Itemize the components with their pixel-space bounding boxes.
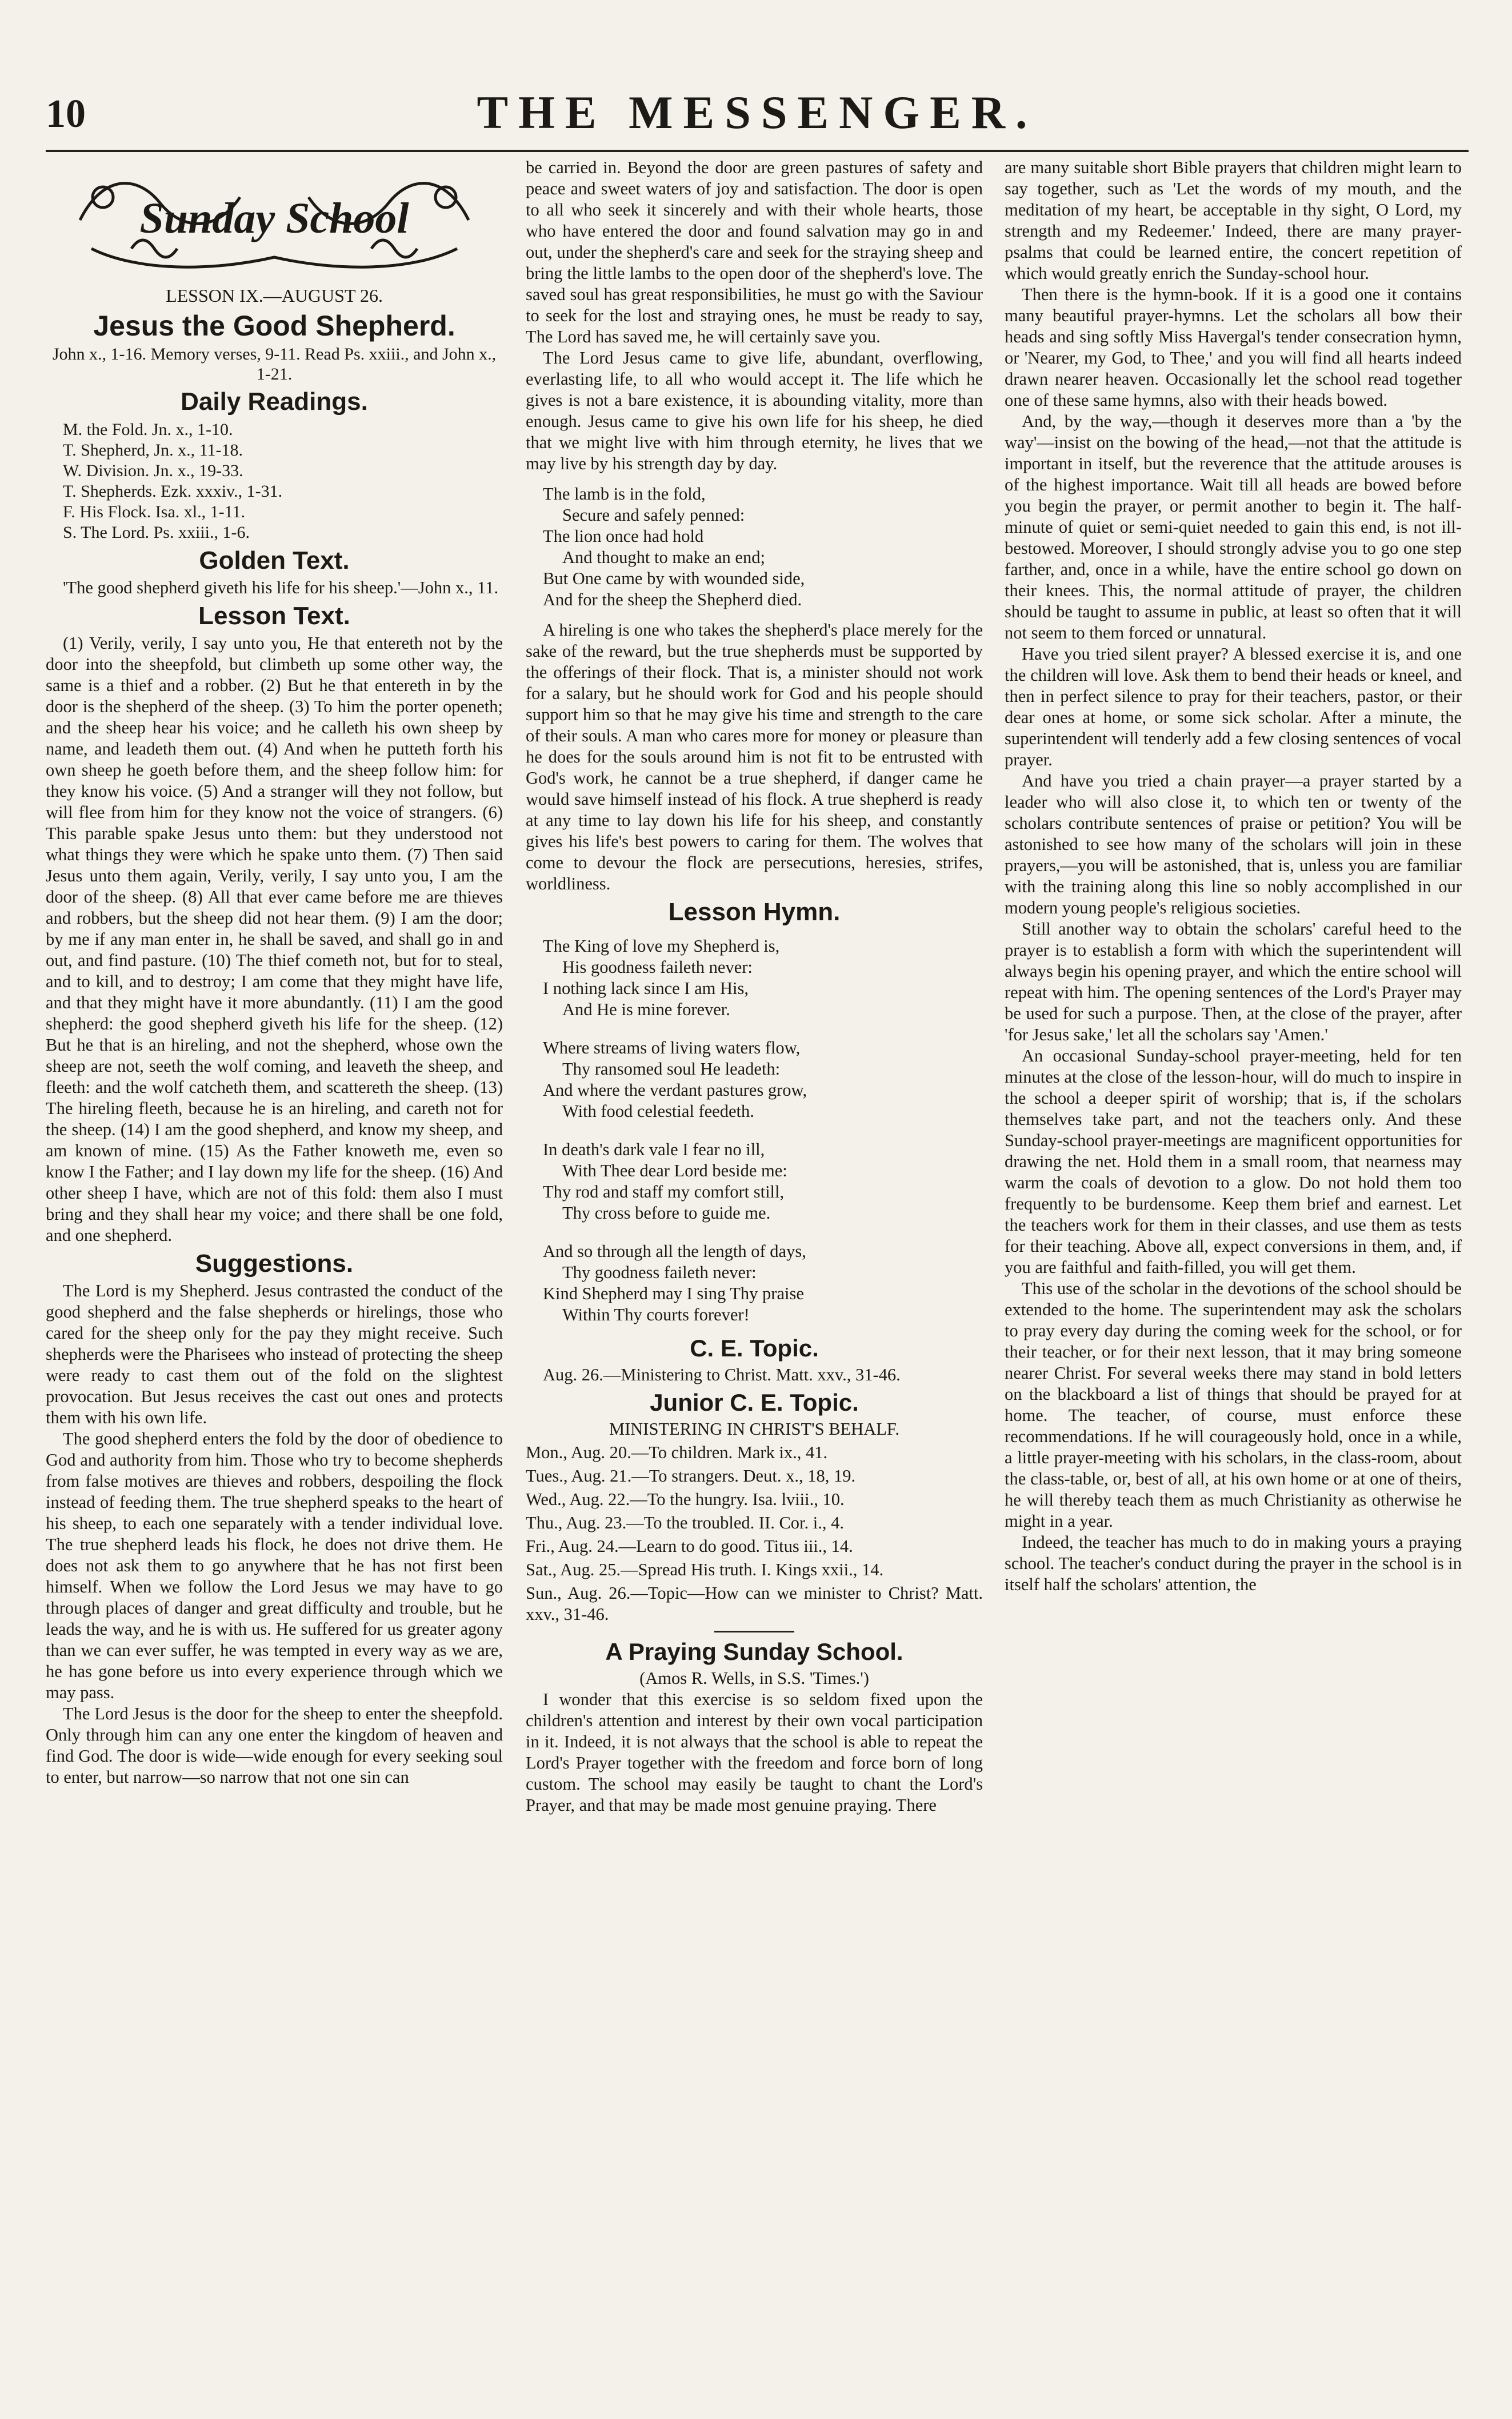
suggestions-paragraph: The Lord Jesus is the door for the sheep to enter the sheepfold. Only through him can any one enter the kingdom of heaven and find God. The door is wide—wide enough for every seeking soul to enter, but narrow—so narrow that not one sin can	[46, 1704, 503, 1787]
poem-line: The lamb is in the fold,	[543, 484, 706, 504]
poem-line: Secure and safely penned:	[562, 505, 745, 525]
hymn-line: I nothing lack since I am His,	[543, 979, 749, 998]
junior-ce-list	[526, 1442, 983, 1625]
lesson-title: Jesus the Good Shepherd.	[93, 310, 455, 342]
lesson-hymn-heading: Lesson Hymn.	[668, 898, 841, 926]
reading-item: T. Shepherd, Jn. x., 11-18.	[63, 441, 243, 460]
suggestions-paragraph: The good shepherd enters the fold by the door of obedience to God and authority from him. Those who try to become shepherds from false motives are thieves and robbers, despoiling the flock instead of feeding them. The true shepherd speaks to the heart of his sheep, to each one separately with a tender individual love. The true shepherd leads his flock, he does not drive them. He does not ask them to go anywhere that he has not first been himself. When we follow the Lord Jesus we may have to go through places of danger and great difficulty and trouble, but he leads the way, and he is with us. He suffered for us greater agony than we can ever suffer, he was tempted in every way as we are, he has gone before us into every experience through which we may pass.	[46, 1429, 503, 1702]
masthead-rule	[46, 150, 1469, 152]
hymn-line: Thy rod and staff my comfort still,	[543, 1182, 785, 1201]
column-1	[46, 157, 503, 1788]
praying-school-paragraph: This use of the scholar in the devotions of the school should be extended to the home. The superintendent may ask the scholars to pray every day during the coming week for the school, or for their teacher, or for their next lesson, that it may bring someone nearer Christ. For several weeks there may stand in bold letters on the blackboard a list of things that should be prayed for at home. The teacher, of course, must enforce these recommendations. If he will courageously hold, once in a while, a little prayer-meeting with his scholars, in the class-room, about the class-table, or, best of all, at his own home or at one of theirs, he will thereby teach them as much Christianity as otherwise he might in a year.	[1005, 1279, 1462, 1531]
hymn-line: Thy goodness faileth never:	[562, 1263, 757, 1282]
topic-item: Mon., Aug. 20.—To children. Mark ix., 41.	[526, 1443, 828, 1462]
lesson-text-heading: Lesson Text.	[198, 602, 350, 630]
page-number: 10	[46, 92, 86, 136]
golden-text: 'The good shepherd giveth his life for his sheep.'—John x., 11.	[63, 578, 499, 597]
hymn-line: And He is mine forever.	[562, 1000, 730, 1019]
suggestions-heading: Suggestions.	[195, 1250, 354, 1278]
hymn-line: His goodness faileth never:	[562, 957, 753, 977]
reading-item: M. the Fold. Jn. x., 1-10.	[63, 420, 233, 439]
junior-ce-heading: Junior C. E. Topic.	[650, 1389, 859, 1416]
praying-school-paragraph: Then there is the hymn-book. If it is a good one it contains many beautiful prayer-hymns. Let the scholars all bow their heads and sing softly Miss Havergal's tender consecration hymn, or 'Nearer, my God, to Thee,' and you will find all hearts indeed drawn nearer heaven. Occasionally let the school read together one of these same hymns, also with their heads bowed.	[1005, 285, 1462, 410]
lesson-number: LESSON IX.—AUGUST 26.	[166, 285, 383, 306]
suggestions-continued: be carried in. Beyond the door are green pastures of safety and peace and sweet waters of joy and satisfaction. The door is open to all who seek it sincerely and with their whole hearts, those who have entered the door and found salvation may go in and out, under the shepherd's care and seek for the straying sheep and bring the little lambs to the open door of the shepherd's love. The saved soul has great responsibilities, he must go with the Saviour to seek for the lost and straying ones, he must be ready to say, The Lord has saved me, he will certainly save you.	[526, 158, 983, 346]
sunday-school-logo	[69, 163, 480, 277]
reading-item: F. His Flock. Isa. xl., 1-11.	[63, 502, 245, 521]
hymn-stanza	[543, 1037, 983, 1122]
hymn-line: Thy ransomed soul He leadeth:	[562, 1059, 781, 1079]
ce-topic-text: Aug. 26.—Ministering to Christ. Matt. xxv., 31-46.	[543, 1365, 901, 1384]
lesson-references: John x., 1-16. Memory verses, 9-11. Read Ps. xxiii., and John x., 1-21.	[52, 345, 497, 384]
hymn-stanza	[543, 1139, 983, 1224]
golden-text-heading: Golden Text.	[199, 546, 350, 574]
reading-item: W. Division. Jn. x., 19-33.	[63, 461, 243, 480]
daily-readings-heading: Daily Readings.	[181, 388, 368, 416]
hymn-line: The King of love my Shepherd is,	[543, 936, 780, 956]
masthead	[46, 86, 1469, 149]
topic-item: Thu., Aug. 23.—To the troubled. II. Cor. i., 4.	[526, 1513, 844, 1532]
praying-school-paragraph: Still another way to obtain the scholars' careful heed to the prayer is to establish a form with which the superintendent will always begin his opening prayer, and which the entire school will repeat with him. The opening sentences of the Lord's Prayer may be used for such a purpose. Then, at the close of the prayer, after 'for Jesus sake,' let all the scholars say 'Amen.'	[1005, 919, 1462, 1044]
reading-item: S. The Lord. Ps. xxiii., 1-6.	[63, 523, 250, 542]
poem-line: But One came by with wounded side,	[543, 569, 805, 588]
daily-readings-list	[63, 420, 503, 543]
suggestions-paragraph: The Lord is my Shepherd. Jesus contrasted the conduct of the good shepherd and the false shepherds or hirelings, those who cared for the sheep only for the pay they might receive. Such shepherds were the Pharisees who instead of protecting the sheep were ready to cast them out of the fold on the slightest provocation. But Jesus receives the cast out ones and protects them with his own life.	[46, 1281, 503, 1427]
praying-school-heading: A Praying Sunday School.	[605, 1638, 903, 1665]
hymn-line: And where the verdant pastures grow,	[543, 1080, 807, 1100]
topic-item: Sat., Aug. 25.—Spread His truth. I. Kings xxii., 14.	[526, 1560, 884, 1579]
section-divider	[714, 1631, 794, 1632]
hymn-stanza	[543, 1241, 983, 1326]
praying-school-paragraph: An occasional Sunday-school prayer-meeting, held for ten minutes at the close of the lesson-hour, will do much to inspire in the school a deeper spirit of worship; that is, if the scholars themselves take part, and not the teachers only. And these Sunday-school prayer-meetings are magnificent opportunities for drawing the net. Hold them in a small room, that nearness may warm the coals of devotion to a glow. Do not hold them too frequently to be burdensome. Keep them brief and earnest. Let the teachers work for them in their classes, and use them as tests for their teaching. Above all, expect conversions in them, and, if you are faithful and faith-filled, you will get them.	[1005, 1046, 1462, 1277]
praying-school-paragraph: Indeed, the teacher has much to do in making yours a praying school. The teacher's conduct during the prayer in the school is in itself half the scholars' attention, the	[1005, 1532, 1462, 1594]
praying-school-paragraph: I wonder that this exercise is so seldom fixed upon the children's attention and interest by their own vocal participation in it. Indeed, it is not always that the school is able to repeat the Lord's Prayer together with the freedom and force born of long custom. The school may easily be taught to chant the Lord's Prayer, and that may be made most genuine praying. There	[526, 1690, 983, 1815]
poem-line: And thought to make an end;	[562, 548, 765, 567]
hymn-line: With food celestial feedeth.	[562, 1101, 754, 1121]
poem-line: The lion once had hold	[543, 526, 704, 546]
hymn-line: Within Thy courts forever!	[562, 1305, 750, 1324]
reading-item: T. Shepherds. Ezk. xxxiv., 1-31.	[63, 482, 283, 501]
topic-item: Sun., Aug. 26.—Topic—How can we minister to Christ? Matt. xxv., 31-46.	[526, 1583, 983, 1624]
praying-school-paragraph: Have you tried silent prayer? A blessed exercise it is, and one the children will love. Ask them to bend their heads or kneel, and then in perfect silence to pray for their teachers, pastor, or their dear ones at home, or some sick scholar. After a minute, the superintendent will tenderly add a few closing sentences of vocal prayer.	[1005, 644, 1462, 769]
lesson-hymn	[526, 936, 983, 1326]
praying-school-paragraph: And, by the way,—though it deserves more than a 'by the way'—insist on the bowing of the head,—not that the attitude is important in itself, but the reverence that the attitude arouses is of the highest importance. Wait till all heads are bowed before you begin the prayer, or permit another to begin it. The half-minute of quiet or semi-quiet needed to gain this end, is not ill-bestowed. Moreover, I should strongly advise you to go one step farther, and, once in a while, have the entire school go down on their knees. This, the normal attitude of prayer, the children should be taught to assume in public, at least so often that it will not seem to them forced or unnatural.	[1005, 412, 1462, 642]
hireling-paragraph: A hireling is one who takes the shepherd's place merely for the sake of the reward, but the true shepherds must be supported by the offerings of their flock. That is, a minister should not work for a salary, but he should work for God and his people should support him so that he may give his time and strength to the care of their souls. A man who cares more for money or pleasure than he does for the souls around him is not fit to be entrusted with God's work, he cannot be a true shepherd, if danger came he would save himself instead of his flock. A true shepherd is ready at any time to lay down his life for his sheep, and constantly gives his life's best powers to caring for them. The wolves that come to devour the flock are persecutions, heresies, strifes, worldliness.	[526, 620, 983, 893]
column-3	[1005, 157, 1462, 1595]
newspaper-title: THE MESSENGER.	[477, 86, 1038, 138]
poem-line: And for the sheep the Shepherd died.	[543, 590, 802, 609]
column-2	[526, 157, 983, 1816]
topic-item: Fri., Aug. 24.—Learn to do good. Titus iii., 14.	[526, 1536, 853, 1556]
junior-ce-subheading: MINISTERING IN CHRIST'S BEHALF.	[609, 1419, 899, 1439]
topic-item: Tues., Aug. 21.—To strangers. Deut. x., 18, 19.	[526, 1466, 856, 1486]
hymn-stanza	[543, 936, 983, 1020]
ce-topic-heading: C. E. Topic.	[690, 1335, 819, 1362]
praying-school-paragraph: And have you tried a chain prayer—a prayer started by a leader who will also close it, to which ten or twenty of the scholars contribute sentences of praise or petition? You will be astonished to see how many of the scholars will join in these prayers,—you will be astonished, that is, unless you are familiar with the training along this line so nobly accomplished in our modern young people's religious societies.	[1005, 771, 1462, 917]
topic-item: Wed., Aug. 22.—To the hungry. Isa. lviii., 10.	[526, 1490, 845, 1509]
hymn-line: Kind Shepherd may I sing Thy praise	[543, 1284, 804, 1303]
praying-school-byline: (Amos R. Wells, in S.S. 'Times.')	[639, 1668, 869, 1688]
lamb-poem	[526, 484, 983, 610]
praying-school-continued: are many suitable short Bible prayers that children might learn to say together, such as 'Let the words of my mouth, and the meditation of my heart, be acceptable in thy sight, O Lord, my strength and my Redeemer.' Indeed, there are many prayer-psalms that could be learned entire, the concert repetition of which would greatly enrich the Sunday-school hour.	[1005, 158, 1462, 283]
hymn-line: And so through all the length of days,	[543, 1242, 806, 1261]
lesson-text-body: (1) Verily, verily, I say unto you, He that entereth not by the door into the sheepfold, but climbeth up some other way, the same is a thief and a robber. (2) But he that entereth in by the door is the shepherd of the sheep. (3) To him the porter openeth; and the sheep hear his voice; and he calleth his own sheep by name, and leadeth them out. (4) And when he putteth forth his own sheep he goeth before them, and the sheep follow him: for they know his voice. (5) And a stranger will they not follow, but will flee from him for they know not the voice of strangers. (6) This parable spake Jesus unto them: but they understood not what things they were which he spake unto them. (7) Then said Jesus unto them again, Verily, verily, I say unto you, I am the door of the sheep. (8) All that ever came before me are thieves and robbers, but the sheep did not hear them. (9) I am the door; by me if any man enter in, he shall be saved, and shall go in and out, and find pasture. (10) The thief cometh not, but for to steal, and to kill, and to destroy; I am come that they might have life, and that they might have it more abundantly. (11) I am the good shepherd: the good shepherd giveth his life for the sheep. (12) But he that is an hireling, and not the shepherd, whose own the sheep are not, seeth the wolf coming, and leaveth the sheep, and fleeth: and the wolf catcheth them, and scattereth the sheep. (13) The hireling fleeth, because he is an hireling, and careth not for the sheep. (14) I am the good shepherd, and know my sheep, and am known of mine. (15) As the Father knoweth me, even so know I the Father; and I lay down my life for the sheep. (16) And other sheep I have, which are not of this fold: them also I must bring and they shall hear my voice; and there shall be one fold, and one shepherd.	[46, 633, 503, 1245]
hymn-line: Where streams of living waters flow,	[543, 1038, 801, 1057]
hymn-line: With Thee dear Lord beside me:	[562, 1161, 787, 1180]
suggestions-paragraph: The Lord Jesus came to give life, abundant, overflowing, everlasting life, to all who would accept it. The life which he gives is not a bare existence, it is abounding vitality, more than enough. Jesus came to give his own life for his sheep, he died that we might live with him through eternity, he lives that we may live by his strength day by day.	[526, 348, 983, 473]
logo-text: Sunday School	[139, 194, 409, 242]
hymn-line: In death's dark vale I fear no ill,	[543, 1140, 765, 1159]
hymn-line: Thy cross before to guide me.	[562, 1203, 771, 1223]
